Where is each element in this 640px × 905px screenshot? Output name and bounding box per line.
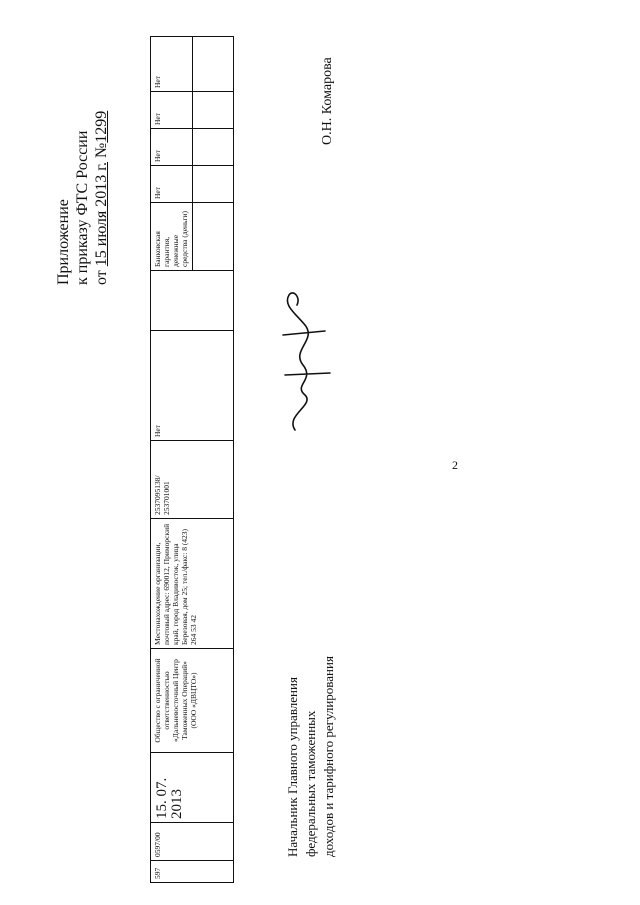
cell-col9 [151, 202, 233, 270]
appendix-order-ref: к приказу ФТС России [74, 130, 91, 285]
appendix-number: 1299 [93, 110, 110, 143]
cell-date: 15. 07. 2013 [151, 752, 233, 822]
signer-name: О.Н. Комарова [320, 57, 335, 145]
cell-col12 [151, 91, 233, 128]
cell-row-number: 597 [151, 860, 233, 882]
cell-col13-empty [193, 37, 234, 91]
cell-col8 [151, 270, 233, 330]
cell-col11 [151, 128, 233, 165]
cell-code: 0597/00 [151, 822, 233, 860]
cell-col9-guarantee: Банковская гарантия, денежные средства (деньги) [151, 203, 193, 270]
chief-title: Начальник Главного управления федеральных таможенных доходов и тарифного регулирования [285, 656, 336, 857]
cell-col9-empty [193, 203, 234, 270]
registry-table [150, 36, 234, 883]
cell-col11-value: Нет [151, 129, 193, 165]
handwritten-signature [275, 285, 335, 435]
cell-address: Местонахождение организации, почтовый адрес: 690012, Приморский край, город Владивосток, улица Березовая, дом 25; тел./факс: 8 (423) 264 53 42 [151, 518, 233, 648]
cell-col13 [151, 37, 233, 91]
cell-col12-value: Нет [151, 92, 193, 128]
cell-col13-value: Нет [151, 37, 193, 91]
cell-col11-empty [193, 129, 234, 165]
cell-col10 [151, 165, 233, 202]
cell-col10-value: Нет [151, 166, 193, 202]
cell-col10-empty [193, 166, 234, 202]
cell-inn-kpp: 2537095138/ 253701001 [151, 440, 233, 518]
appendix-header [54, 111, 111, 285]
appendix-date-line: от 15 июля 2013 г. №1299 [93, 110, 110, 285]
appendix-date: 15 июля 2013 г. [93, 162, 110, 267]
cell-organization: Общество с ограниченной ответственностью «Дальневосточный Центр Таможенных Операций» (ООО «ДВЦТО») [151, 648, 233, 752]
appendix-title: Приложение [55, 199, 72, 285]
page-number: 2 [452, 458, 458, 472]
cell-col12-empty [193, 92, 234, 128]
cell-col7: Нет [151, 330, 233, 440]
